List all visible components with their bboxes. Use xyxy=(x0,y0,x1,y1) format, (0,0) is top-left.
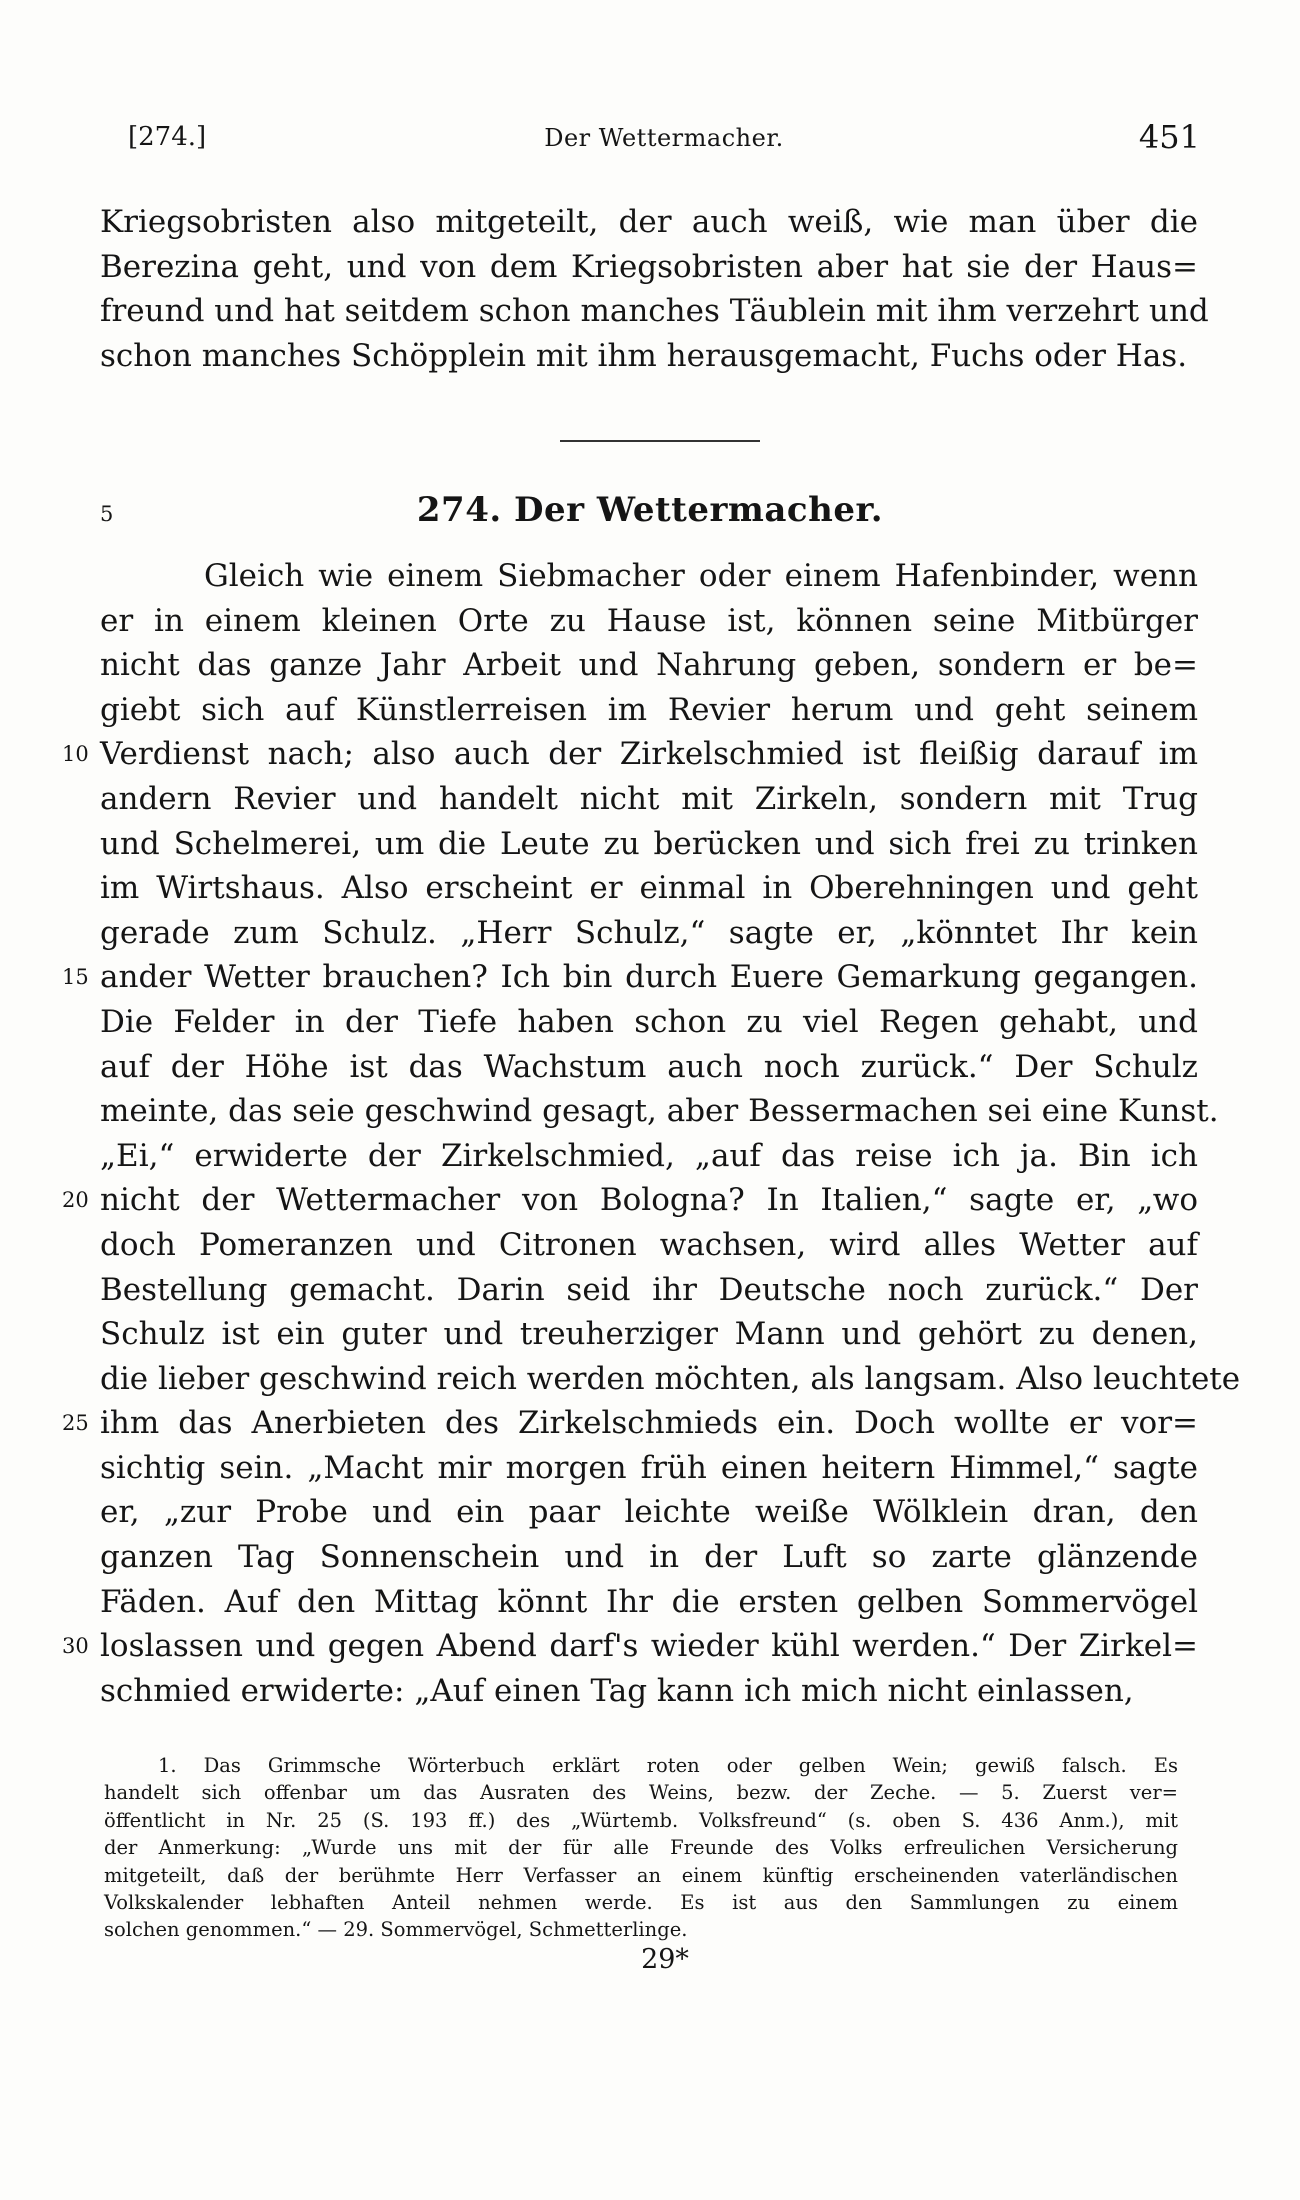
line-text: im Wirtshaus. Also erscheint er einmal in Oberehningen und geht xyxy=(100,870,1198,907)
line-text: „Ei,“ erwiderte der Zirkelschmied, „auf das reise ich ja. Bin ich xyxy=(100,1137,1198,1174)
line-text: nicht das ganze Jahr Arbeit und Nahrung geben, sondern er be= xyxy=(100,647,1198,684)
line-text: Schulz ist ein guter und treuherziger Mann und gehört zu denen, xyxy=(100,1316,1198,1353)
text-line xyxy=(62,1624,1198,1669)
line-text: Die Felder in der Tiefe haben schon zu viel Regen gehabt, und xyxy=(100,1003,1198,1040)
text-line xyxy=(100,777,1198,822)
line-text: ander Wetter brauchen? Ich bin durch Euere Gemarkung gegangen. xyxy=(100,959,1198,996)
line-text: Verdienst nach; also auch der Zirkelschmied ist fleißig darauf im xyxy=(100,736,1198,773)
section-reference: [274.] xyxy=(128,122,207,152)
text-line xyxy=(100,688,1198,733)
text-line xyxy=(100,1490,1198,1535)
line-text: loslassen und gegen Abend darf's wieder kühl werden.“ Der Zirkel= xyxy=(100,1628,1198,1665)
text-line xyxy=(62,1401,1198,1446)
text-line xyxy=(100,1669,1198,1714)
text-line xyxy=(100,822,1198,867)
story-paragraph xyxy=(62,554,1241,1713)
section-heading xyxy=(0,490,1300,536)
line-number: 10 xyxy=(62,742,89,767)
text-line xyxy=(100,1045,1198,1090)
running-title: Der Wettermacher. xyxy=(544,124,784,152)
text-line xyxy=(100,1535,1198,1580)
line-text: sichtig sein. „Macht mir morgen früh einen heitern Himmel,“ sagte xyxy=(100,1449,1198,1486)
text-line xyxy=(100,1446,1198,1491)
text-line xyxy=(100,1000,1198,1045)
line-text: die lieber geschwind reich werden möchten, als langsam. Also leuchtete xyxy=(100,1360,1241,1397)
text-line xyxy=(100,1089,1219,1134)
line-text: und Schelmerei, um die Leute zu berücken und sich frei zu trinken xyxy=(100,825,1198,862)
line-text: giebt sich auf Künstlerreisen im Revier herum und geht seinem xyxy=(100,691,1198,728)
text-line xyxy=(100,1580,1198,1625)
text-line xyxy=(100,643,1198,688)
text-line xyxy=(100,1312,1198,1357)
footnote-line: 1. Das Grimmsche Wörterbuch erklärt roten oder gelben Wein; gewiß falsch. Es xyxy=(158,1754,1178,1777)
line-text: ihm das Anerbieten des Zirkelschmieds ein. Doch wollte er vor= xyxy=(100,1405,1198,1442)
line-text: Fäden. Auf den Mittag könnt Ihr die ersten gelben Sommervögel xyxy=(100,1583,1198,1620)
text-line xyxy=(100,911,1198,956)
line-text: andern Revier und handelt nicht mit Zirkeln, sondern mit Trug xyxy=(100,780,1198,817)
text-line xyxy=(100,1223,1198,1268)
line-text: Gleich wie einem Siebmacher oder einem Hafenbinder, wenn xyxy=(204,558,1198,594)
line-text: schmied erwiderte: „Auf einen Tag kann ich mich nicht einlassen, xyxy=(100,1672,1134,1709)
continued-paragraph xyxy=(100,200,1209,378)
line-number: 15 xyxy=(62,965,89,990)
running-head xyxy=(128,118,1200,158)
text-line: Berezina geht, und von dem Kriegsobristen aber hat sie der Haus= xyxy=(100,248,1198,285)
footnote-line: solchen genommen.“ — 29. Sommervögel, Schmetterlinge. xyxy=(104,1918,688,1942)
section-title: 274. Der Wettermacher. xyxy=(416,490,884,530)
text-line xyxy=(62,1178,1198,1223)
text-line xyxy=(62,732,1198,777)
text-line: freund und hat seitdem schon manches Täublein mit ihm verzehrt und xyxy=(100,293,1209,330)
footnotes xyxy=(104,1752,1178,1944)
page-number: 451 xyxy=(1138,118,1200,156)
footnote-line: der Anmerkung: „Wurde uns mit der für alle Freunde des Volks erfreulichen Versicherung xyxy=(104,1836,1178,1860)
line-number: 25 xyxy=(62,1411,89,1436)
line-text: gerade zum Schulz. „Herr Schulz,“ sagte er, „könntet Ihr kein xyxy=(100,914,1198,951)
text-line xyxy=(100,1134,1198,1179)
line-number: 30 xyxy=(62,1634,89,1659)
text-line xyxy=(62,955,1198,1000)
line-text: meinte, das seie geschwind gesagt, aber Bessermachen sei eine Kunst. xyxy=(100,1093,1219,1130)
text-line xyxy=(100,599,1198,644)
line-text: er in einem kleinen Orte zu Hause ist, können seine Mitbürger xyxy=(100,602,1198,639)
text-line xyxy=(100,866,1198,911)
line-text: Bestellung gemacht. Darin seid ihr Deutsche noch zurück.“ Der xyxy=(100,1271,1198,1308)
section-divider xyxy=(560,440,760,442)
line-number: 5 xyxy=(100,502,114,526)
line-text: er, „zur Probe und ein paar leichte weiße Wölklein dran, den xyxy=(100,1494,1198,1531)
line-text: auf der Höhe ist das Wachstum auch noch zurück.“ Der Schulz xyxy=(100,1048,1198,1085)
text-line xyxy=(100,1357,1241,1402)
line-text: nicht der Wettermacher von Bologna? In Italien,“ sagte er, „wo xyxy=(100,1182,1198,1219)
line-text: ganzen Tag Sonnenschein und in der Luft so zarte glänzende xyxy=(100,1539,1198,1576)
text-line xyxy=(100,1268,1198,1313)
text-line: Kriegsobristen also mitgeteilt, der auch weiß, wie man über die xyxy=(100,204,1198,240)
text-line: schon manches Schöpplein mit ihm herausgemacht, Fuchs oder Has. xyxy=(100,337,1188,374)
footnote-line: handelt sich offenbar um das Ausraten des Weins, bezw. der Zeche. — 5. Zuerst ver= xyxy=(104,1781,1178,1805)
line-text: doch Pomeranzen und Citronen wachsen, wird alles Wetter auf xyxy=(100,1226,1198,1263)
printer-signature: 29* xyxy=(641,1944,689,1975)
text-line xyxy=(100,554,1198,599)
footnote-line: mitgeteilt, daß der berühmte Herr Verfasser an einem künftig erscheinenden vaterländischen xyxy=(104,1863,1178,1887)
footnote-line: öffentlicht in Nr. 25 (S. 193 ff.) des „Würtemb. Volksfreund“ (s. oben S. 436 Anm.), mit xyxy=(104,1808,1178,1832)
footnote-line: Volkskalender lebhaften Anteil nehmen werde. Es ist aus den Sammlungen zu einem xyxy=(104,1890,1178,1914)
line-number: 20 xyxy=(62,1188,89,1213)
